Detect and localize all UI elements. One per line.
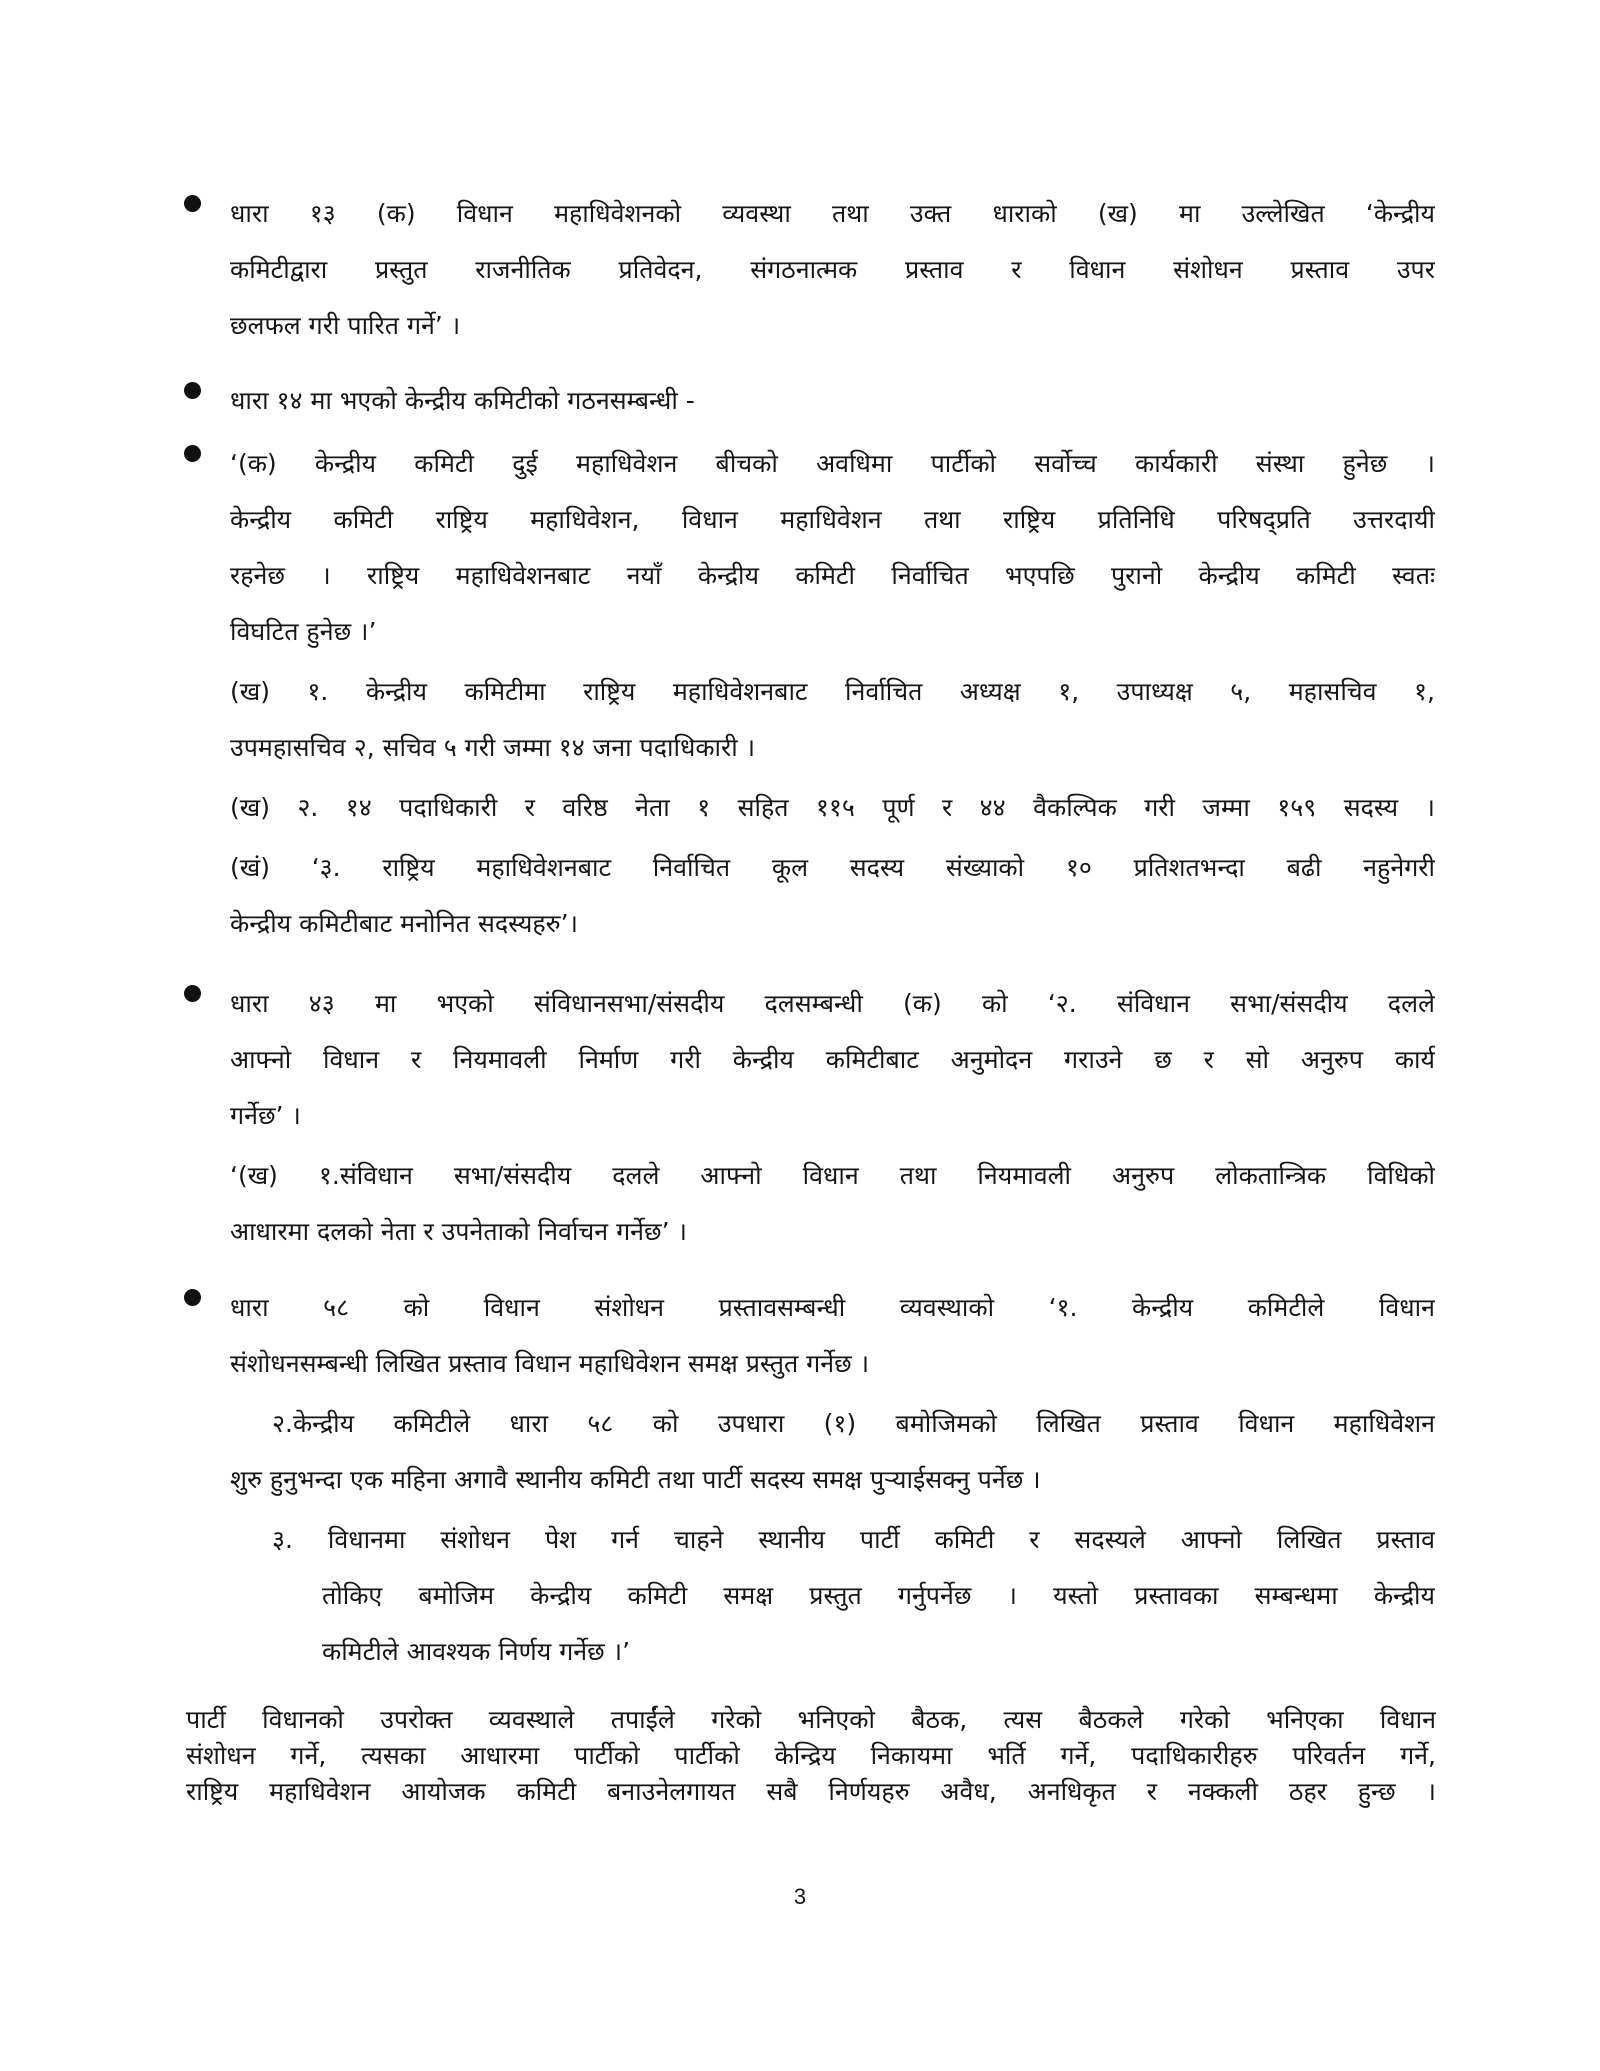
text-line: गर्नेछ’ ।	[230, 1101, 301, 1130]
text-line: कमिटीद्वारा प्रस्तुत राजनीतिक प्रतिवेदन, संगठनात्मक प्रस्ताव र विधान संशोधन प्रस्ताव उपर	[230, 255, 1435, 284]
text-line: ३. विधानमा संशोधन पेश गर्न चाहने स्थानीय पार्टी कमिटी र सदस्यले आफ्नो लिखित प्रस्ताव	[272, 1525, 1435, 1554]
text-line: रहनेछ । राष्ट्रिय महाधिवेशनबाट नयाँ केन्द्रीय कमिटी निर्वाचित भएपछि पुरानो केन्द्रीय कमिटी स्वतः	[230, 561, 1435, 590]
bullet-dot	[184, 985, 201, 1002]
text-line: २.केन्द्रीय कमिटीले धारा ५८ को उपधारा (१) बमोजिमको लिखित प्रस्ताव विधान महाधिवेशन	[272, 1409, 1435, 1438]
closing-paragraph	[186, 1702, 1436, 1810]
text-line: छलफल गरी पारित गर्ने’ ।	[230, 311, 461, 340]
text-line: धारा ४३ मा भएको संविधानसभा/संसदीय दलसम्बन्धी (क) को ‘२. संविधान सभा/संसदीय दलले	[230, 989, 1435, 1018]
text-line: शुरु हुनुभन्दा एक महिना अगावै स्थानीय कमिटी तथा पार्टी सदस्य समक्ष पुऱ्याईसक्नु पर्नेछ ।	[230, 1465, 1041, 1494]
text-line: संशोधन गर्ने, त्यसका आधारमा पार्टीको पार्टीको केन्द्रिय निकायमा भर्ति गर्ने, पदाधिकारीहरु परिवर्तन गर्ने,	[186, 1741, 1436, 1770]
text-line: राष्ट्रिय महाधिवेशन आयोजक कमिटी बनाउनेलगायत सबै निर्णयहरु अवैध, अनधिकृत र नक्कली ठहर हुन्छ ।	[186, 1777, 1436, 1806]
text-line: कमिटीले आवश्यक निर्णय गर्नेछ ।’	[322, 1637, 631, 1666]
bullet-dot	[184, 382, 201, 399]
text-line: तोकिए बमोजिम केन्द्रीय कमिटी समक्ष प्रस्तुत गर्नुपर्नेछ । यस्तो प्रस्तावका सम्बन्धमा केन्द्रीय	[322, 1581, 1435, 1610]
bullet-item-dhara-14	[230, 373, 1435, 429]
bullet-item-dhara-43	[230, 976, 1435, 1260]
text-line: केन्द्रीय कमिटी राष्ट्रिय महाधिवेशन, विधान महाधिवेशन तथा राष्ट्रिय प्रतिनिधि परिषद्प्रति उत्तरदायी	[230, 505, 1435, 534]
text-line: (खं) ‘३. राष्ट्रिय महाधिवेशनबाट निर्वाचित कूल सदस्य संख्याको १० प्रतिशतभन्दा बढी नहुनेगरी	[230, 853, 1435, 882]
text-line: केन्द्रीय कमिटीबाट मनोनित सदस्यहरु’।	[230, 909, 579, 938]
text-line: पार्टी विधानको उपरोक्त व्यवस्थाले तपाईंले गरेको भनिएको बैठक, त्यस बैठकले गरेको भनिएका विधान	[186, 1705, 1436, 1734]
bullet-item-dhara-13	[230, 186, 1435, 354]
text-line: ‘(ख) १.संविधान सभा/संसदीय दलले आफ्नो विधान तथा नियमावली अनुरुप लोकतान्त्रिक विधिको	[230, 1161, 1435, 1190]
bullet-dot	[184, 445, 201, 462]
text-line: धारा १३ (क) विधान महाधिवेशनको व्यवस्था तथा उक्त धाराको (ख) मा उल्लेखित ‘केन्द्रीय	[230, 199, 1435, 228]
text-line: धारा ५८ को विधान संशोधन प्रस्तावसम्बन्धी व्यवस्थाको ‘१. केन्द्रीय कमिटीले विधान	[230, 1293, 1435, 1322]
text-line: ‘(क) केन्द्रीय कमिटी दुई महाधिवेशन बीचको अवधिमा पार्टीको सर्वोच्च कार्यकारी संस्था हुनेछ ।	[230, 449, 1435, 478]
text-line: आधारमा दलको नेता र उपनेताको निर्वाचन गर्नेछ’ ।	[230, 1217, 687, 1246]
text-line: संशोधनसम्बन्धी लिखित प्रस्ताव विधान महाधिवेशन समक्ष प्रस्तुत गर्नेछ ।	[230, 1349, 870, 1378]
page-number: 3	[793, 1884, 807, 1909]
bullet-dot	[184, 1289, 201, 1306]
text-line: आफ्नो विधान र नियमावली निर्माण गरी केन्द्रीय कमिटीबाट अनुमोदन गराउने छ र सो अनुरुप कार्य	[230, 1045, 1435, 1074]
bullet-item-dhara-58	[230, 1280, 1435, 1680]
bullet-dot	[184, 195, 201, 212]
text-line: विघटित हुनेछ ।’	[230, 617, 377, 646]
text-line: (ख) १. केन्द्रीय कमिटीमा राष्ट्रिय महाधिवेशनबाट निर्वाचित अध्यक्ष १, उपाध्यक्ष ५, महासचिव १,	[230, 677, 1435, 706]
bullet-item-central-committee	[230, 436, 1435, 952]
text-line: (ख) २. १४ पदाधिकारी र वरिष्ठ नेता १ सहित ११५ पूर्ण र ४४ वैकल्पिक गरी जम्मा १५९ सदस्य ।	[230, 793, 1435, 822]
text-line: उपमहासचिव २, सचिव ५ गरी जम्मा १४ जना पदाधिकारी ।	[230, 733, 756, 762]
text-line: धारा १४ मा भएको केन्द्रीय कमिटीको गठनसम्बन्धी -	[230, 386, 695, 415]
